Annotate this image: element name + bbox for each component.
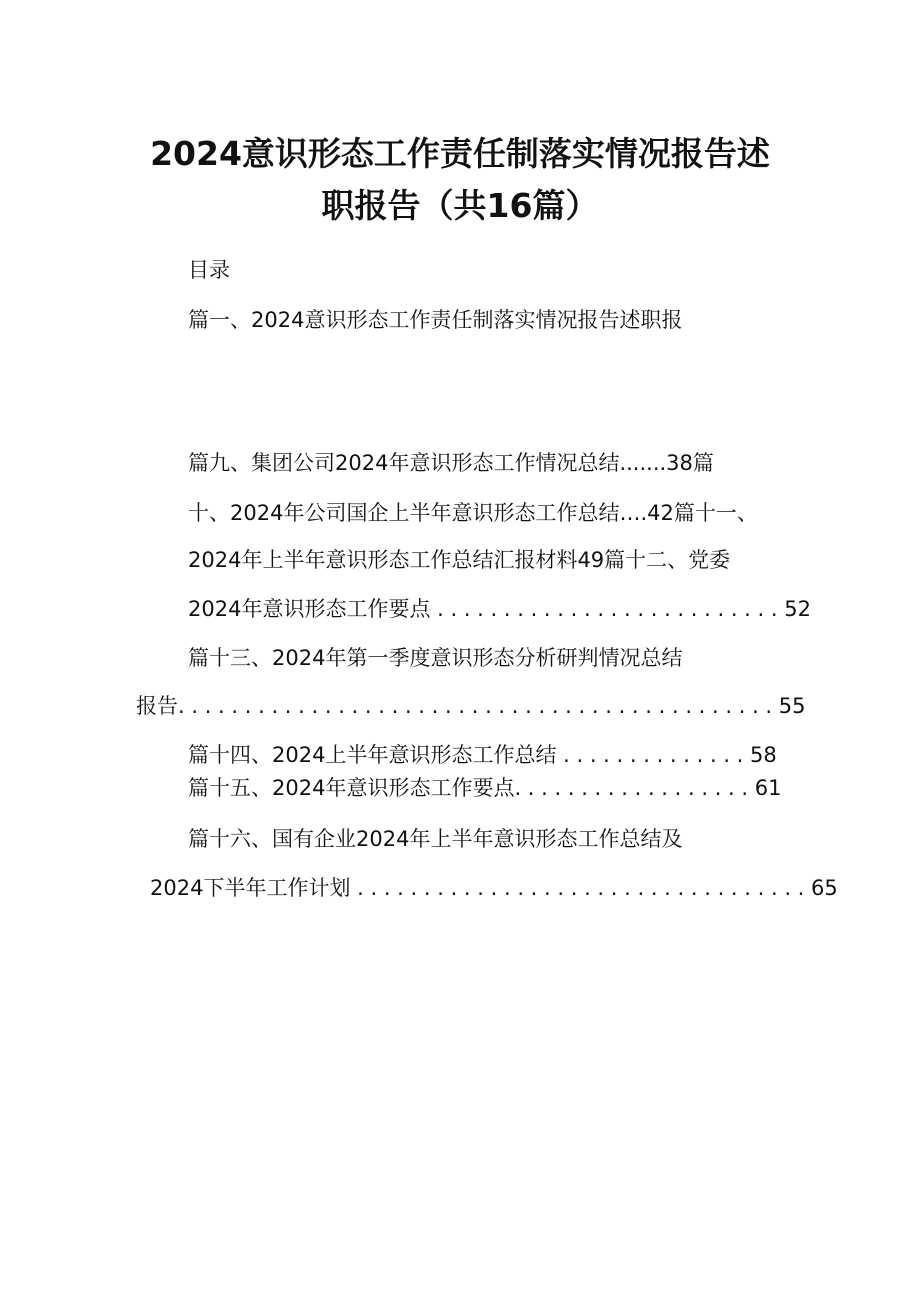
toc-entry-12[interactable]: 2024年意识形态工作要点 . . . . . . . . . . . . . . . . . . . . . . . . . . 52 xyxy=(188,597,811,621)
toc-entry-11[interactable]: 2024年上半年意识形态工作总结汇报材料49篇十二、党委 xyxy=(188,548,731,572)
document-title-line-1: 2024意识形态工作责任制落实情况报告述 xyxy=(150,134,770,173)
toc-entry-10[interactable]: 十、2024年公司国企上半年意识形态工作总结….42篇十一、 xyxy=(188,501,758,525)
toc-entry-16-cont[interactable]: 2024下半年工作计划 . . . . . . . . . . . . . . . . . . . . . . . . . . . . . . . . . . 65 xyxy=(150,876,838,900)
toc-entry-15[interactable]: 篇十五、2024年意识形态工作要点. . . . . . . . . . . . . . . . . . 61 xyxy=(188,776,782,800)
toc-entry-9[interactable]: 篇九、集团公司2024年意识形态工作情况总结.......38篇 xyxy=(188,451,714,475)
document-title-line-2: 职报告（共16篇） xyxy=(321,186,599,225)
toc-entry-14[interactable]: 篇十四、2024上半年意识形态工作总结 . . . . . . . . . . . . . . 58 xyxy=(188,743,777,767)
toc-entry-1[interactable]: 篇一、2024意识形态工作责任制落实情况报告述职报 xyxy=(188,308,683,332)
toc-entry-13[interactable]: 篇十三、2024年第一季度意识形态分析研判情况总结 xyxy=(188,646,683,670)
toc-entry-13-cont[interactable]: 报告. . . . . . . . . . . . . . . . . . . . . . . . . . . . . . . . . . . . . . . . . . . . . 55 xyxy=(136,694,806,718)
toc-entry-16[interactable]: 篇十六、国有企业2024年上半年意识形态工作总结及 xyxy=(188,827,683,851)
toc-heading: 目录 xyxy=(188,258,230,282)
